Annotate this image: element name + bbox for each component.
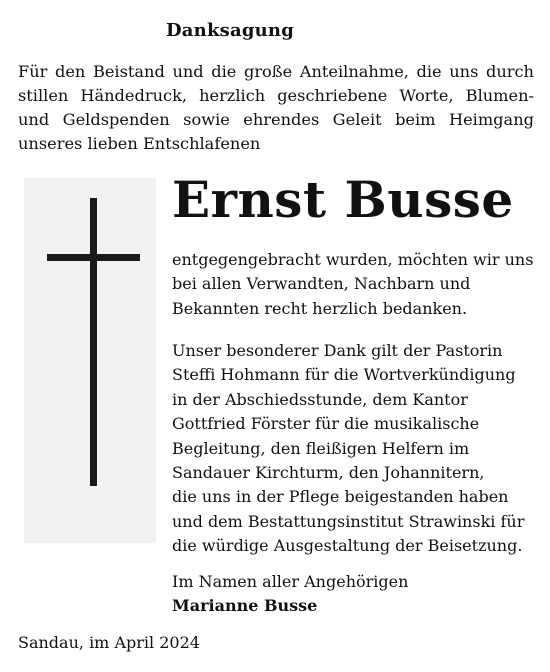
- text-line: Gottfried Förster für die musikalische: [172, 414, 480, 434]
- text-line: die uns in der Pflege beigestanden haben: [172, 487, 509, 507]
- intro-paragraph: Für den Beistand und die große Anteilnahme, die uns durch stillen Händedruck, herzlich geschriebene Worte, Blumen- und Geldspenden sowie ehrendes Geleit beim Heimgang unseres lieben Entschlafenen: [18, 62, 534, 153]
- text-line: die würdige Ausgestaltung der Beisetzung.: [172, 536, 523, 556]
- text-line: Steffi Hohmann für die Wortverkündigung: [172, 365, 516, 385]
- cross-panel: [24, 178, 156, 543]
- text-line: entgegengebracht wurden, möchten wir uns: [172, 250, 534, 269]
- text-line: Sandauer Kirchturm, den Johannitern,: [172, 463, 485, 483]
- place-date: Sandau, im April 2024: [18, 633, 200, 652]
- signer-name: Marianne Busse: [172, 596, 318, 616]
- text-line: Bekannten recht herzlich bedanken.: [172, 298, 468, 318]
- signature-block: [172, 570, 408, 619]
- thanks-paragraph: [172, 248, 533, 321]
- on-behalf-line: Im Namen aller Angehörigen: [172, 572, 409, 591]
- text-line: und dem Bestattungsinstitut Strawinski für: [172, 511, 525, 531]
- text-line: in der Abschiedsstunde, dem Kantor: [172, 389, 468, 409]
- deceased-name: Ernst Busse: [172, 170, 514, 229]
- text-line: Unser besonderer Dank gilt der Pastorin: [172, 341, 503, 360]
- cross-icon: [24, 178, 156, 543]
- text-line: bei allen Verwandten, Nachbarn und: [172, 274, 471, 294]
- special-thanks-paragraph: [172, 339, 524, 559]
- text-line: Begleitung, den fleißigen Helfern im: [172, 438, 470, 458]
- notice-heading: Danksagung: [166, 20, 294, 41]
